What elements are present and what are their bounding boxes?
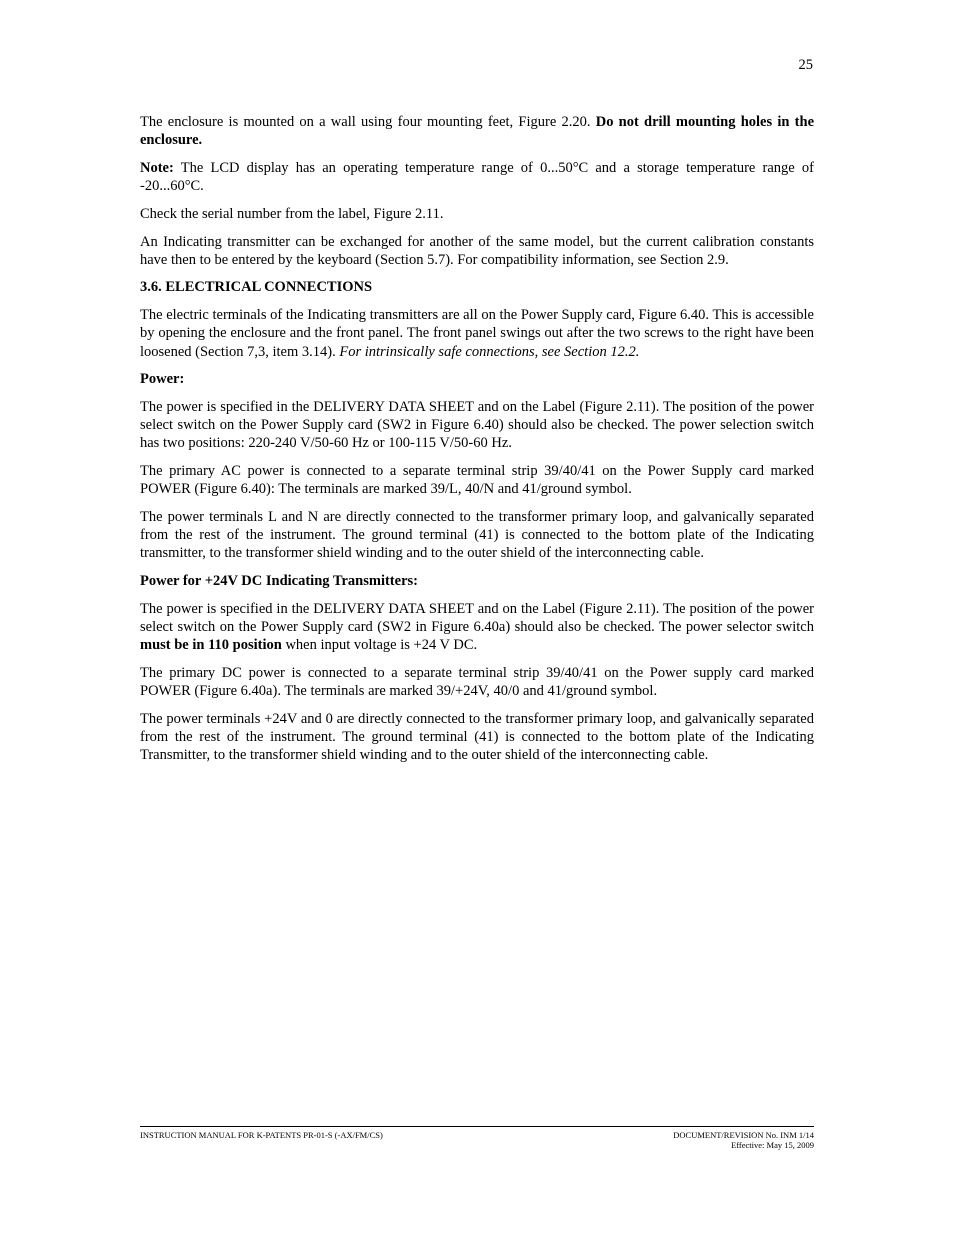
text-run: The power is specified in the DELIVERY DATA SHEET and on the Label (Figure 2.11). The position of the power select switch on the Power Supply card (SW2 in Figure 6.40) should also be checked. The power selection switch has two positions: 220-240 V/50-60 Hz or 100-115 V/50-60 Hz. [140,398,814,452]
bold-text: must be in 110 position [140,637,282,654]
paragraph [140,205,814,223]
text-run: An Indicating transmitter can be exchanged for another of the same model, but the current calibration constants have then to be entered by the keyboard (Section 5.7). For compatibility information, see Section 2.9. [140,233,814,268]
paragraph [140,306,814,361]
paragraph [140,398,814,453]
page-footer [140,1126,814,1150]
text-run: The LCD display has an operating temperature range of 0...50°C and a storage temperature range of -20...60°C. [140,159,814,195]
power-block [140,398,814,563]
footer-effective-date: Effective: May 15, 2009 [731,1140,814,1150]
text-run: Check the serial number from the label, Figure 2.11. [140,205,444,222]
paragraph [140,508,814,563]
section-block [140,306,814,361]
footer-manual-title: INSTRUCTION MANUAL FOR K-PATENTS PR-01-S (-AX/FM/CS) [140,1130,383,1140]
text-run: The primary AC power is connected to a separate terminal strip 39/40/41 on the Power Supply card marked POWER (Figure 6.40): The terminals are marked 39/L, 40/N and 41/ground symbol. [140,463,814,498]
bold-text: Note: [140,159,174,176]
paragraph [140,664,814,700]
paragraph [140,159,814,195]
power24-heading: Power for +24V DC Indicating Transmitters: [140,573,418,590]
power24-block [140,600,814,765]
footer-revision: DOCUMENT/REVISION No. INM 1/14 [673,1130,814,1140]
text-run: The electric terminals of the Indicating transmitters are all on the Power Supply card, Figure 6.40. This is accessible by opening the enclosure and the front panel. The front panel swings out after the two screws to the right have been loosened (Section 7,3, item 3.14). [140,307,814,360]
text-run: The primary DC power is connected to a separate terminal strip 39/40/41 on the Power supply card marked POWER (Figure 6.40a). The terminals are marked 39/+24V, 40/0 and 41/ground symbol. [140,664,814,700]
intro-block [140,113,814,269]
page-content [140,113,814,774]
paragraph [140,710,814,765]
footer-document-info [673,1130,814,1150]
text-run: The power is specified in the DELIVERY DATA SHEET and on the Label (Figure 2.11). The position of the power select switch on the Power Supply card (SW2 in Figure 6.40a) should also be checked. The power selector switch [140,600,814,635]
paragraph [140,462,814,498]
bold-text: Do not drill mounting holes in the enclosure. [140,114,815,149]
page-number: 25 [798,57,813,73]
paragraph [140,233,814,269]
italic-text: For intrinsically safe connections, see Section 12.2. [339,343,640,360]
section-heading: 3.6. ELECTRICAL CONNECTIONS [140,279,373,296]
paragraph [140,600,814,655]
text-run: The power terminals L and N are directly connected to the transformer primary loop, and galvanically separated from the rest of the instrument. The ground terminal (41) is connected to the bottom plate of the Indicating transmitter, to the transformer shield winding and to the outer shield of the interconnecting cable. [140,508,814,562]
power-heading: Power: [140,371,185,388]
paragraph [140,113,814,149]
text-run: The enclosure is mounted on a wall using four mounting feet, Figure 2.20. [140,114,596,130]
text-run: The power terminals +24V and 0 are directly connected to the transformer primary loop, and galvanically separated from the rest of the instrument. The ground terminal (41) is connected to the bottom plate of the Indicating Transmitter, to the transformer shield winding and to the outer shield of the interconnecting cable. [140,710,814,764]
text-run: when input voltage is +24 V DC. [281,637,478,654]
